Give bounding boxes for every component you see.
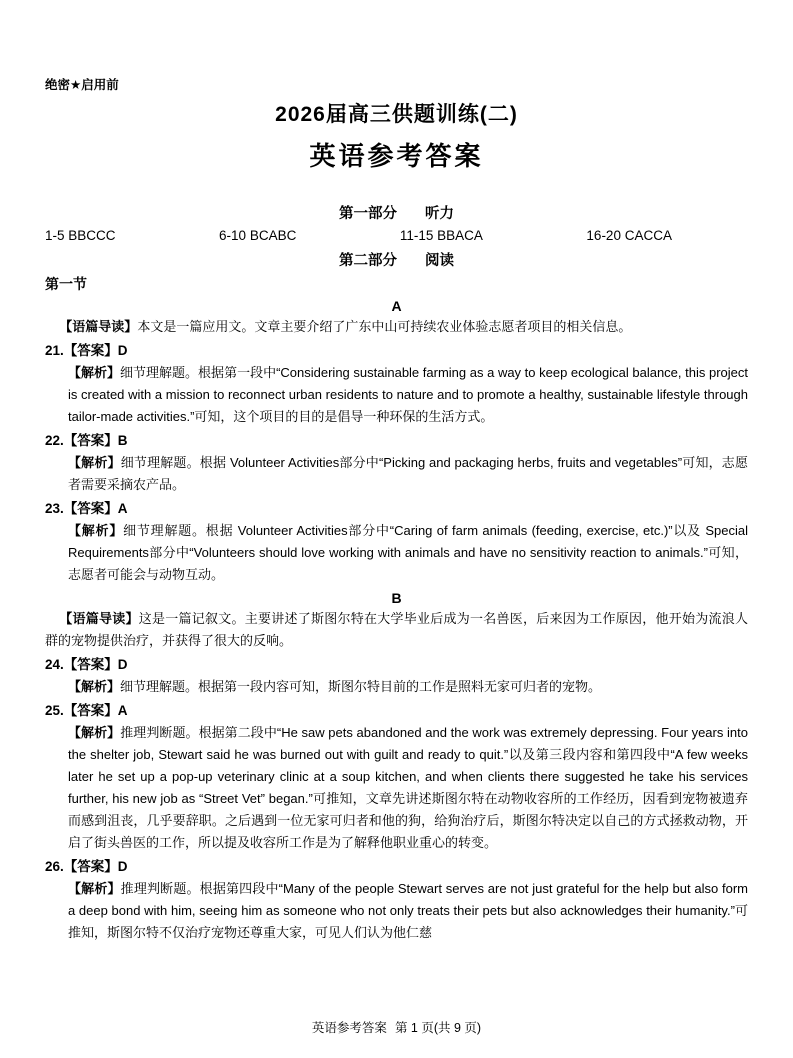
question-24: [45, 654, 748, 698]
question-26-answer-line: [45, 856, 748, 878]
listening-answers-16-20: 16-20 CACCA: [586, 228, 672, 243]
question-26-analysis: [68, 878, 748, 944]
section-1-heading: 第一节: [45, 276, 87, 292]
listening-answers-row: [45, 225, 748, 247]
analysis-text: 细节理解题。根据第一段内容可知，斯图尔特目前的工作是照料无家可归者的宠物。: [120, 679, 602, 694]
question-22-answer-line: [45, 430, 748, 452]
answer-tag: 【答案】: [63, 859, 118, 874]
part2-name: 阅读: [425, 253, 454, 269]
question-21-answer-line: [45, 340, 748, 362]
answer-tag: 【答案】: [63, 703, 118, 718]
question-23-analysis: [68, 520, 748, 586]
intro-text: 这是一篇记叙文。主要讲述了斯图尔特在大学毕业后成为一名兽医，后来因为工作原因，他开始为流浪人群的宠物提供治疗，并获得了很大的反响。: [45, 611, 748, 648]
footer-doc-name: 英语参考答案: [311, 1021, 387, 1035]
analysis-text: 推理判断题。根据第四段中“Many of the people Stewart serves are not just grateful for the help but also form a deep bond with him, seeing him as someone who not only treats their pets but also acknowledges their humanity.”可推知，斯图尔特不仅治疗宠物还尊重大家，可见人们认为他仁慈: [68, 881, 748, 940]
question-number: 21.: [45, 343, 64, 358]
passage-b-heading: B: [391, 590, 402, 606]
question-22-analysis: [68, 452, 748, 496]
question-25-analysis: [68, 722, 748, 854]
analysis-tag: 【解析】: [68, 455, 121, 470]
answer-key-title: 英语参考答案: [309, 141, 484, 171]
intro-text: 本文是一篇应用文。文章主要介绍了广东中山可持续农业体验志愿者项目的相关信息。: [137, 319, 632, 334]
question-24-answer-line: [45, 654, 748, 676]
analysis-text: 细节理解题。根据第一段中“Considering sustainable farming as a way to keep ecological balance, this project is created with a mission to reconnect urban residents to nature and to promote a healthy, sustainable lifestyle through tailor-made activities.”可知，这个项目的目的是倡导一种环保的生活方式。: [68, 365, 748, 424]
answer-letter: B: [117, 433, 128, 448]
part1-label: 第一部分: [339, 206, 397, 222]
answer-letter: A: [117, 501, 128, 516]
analysis-tag: 【解析】: [68, 679, 121, 694]
part1-name: 听力: [425, 206, 454, 222]
question-23-answer-line: [45, 498, 748, 520]
answer-letter: D: [117, 859, 128, 874]
part2-label: 第二部分: [339, 253, 397, 269]
analysis-tag: 【解析】: [68, 881, 121, 896]
exam-title: 2026届高三供题训练(二): [275, 103, 518, 126]
listening-answers-1-5: 1-5 BBCCC: [45, 228, 116, 243]
answer-tag: 【答案】: [63, 433, 118, 448]
analysis-text: 细节理解题。根据 Volunteer Activities部分中“Picking and packaging herbs, fruits and vegetables”可知，志愿者需要采摘农产品。: [68, 455, 748, 492]
question-21-analysis: [68, 362, 748, 428]
listening-answers-6-10: 6-10 BCABC: [219, 228, 297, 243]
answer-letter: D: [117, 657, 128, 672]
security-classification: 绝密★启用前: [45, 78, 119, 92]
question-25-answer-line: [45, 700, 748, 722]
intro-tag: 【语篇导读】: [59, 611, 139, 626]
answer-letter: A: [117, 703, 128, 718]
part1-listening-heading: [45, 204, 748, 224]
analysis-text: 细节理解题。根据 Volunteer Activities部分中“Caring of farm animals (feeding, exercise, etc.)”以及 Special Requirements部分中“Volunteers should love working with animals and have no sensitivity reaction to animals.”可知，志愿者可能会与动物互动。: [68, 523, 748, 582]
question-21: [45, 340, 748, 428]
question-24-analysis: [68, 676, 748, 698]
passage-a-heading: A: [391, 298, 402, 314]
question-number: 22.: [45, 433, 64, 448]
question-number: 25.: [45, 703, 64, 718]
question-22: [45, 430, 748, 496]
listening-answers-11-15: 11-15 BBACA: [399, 228, 483, 243]
question-number: 26.: [45, 859, 64, 874]
analysis-tag: 【解析】: [68, 365, 121, 380]
answer-letter: D: [117, 343, 128, 358]
answer-tag: 【答案】: [63, 657, 118, 672]
question-25: [45, 700, 748, 854]
passage-b-intro: [45, 608, 748, 652]
page-footer: [0, 1020, 793, 1036]
analysis-tag: 【解析】: [68, 725, 121, 740]
question-26: [45, 856, 748, 944]
analysis-text: 推理判断题。根据第二段中“He saw pets abandoned and the work was extremely depressing. Four years into the shelter job, Stewart said he was burned out with guilt and ready to quit.”以及第三段内容和第四段中“A few weeks later he set up a pop-up veterinary clinic at a soup kitchen, and when clients there suggested he take his services further, his new job as “Street Vet” began.”可推知，文章先讲述斯图尔特在动物收容所的工作经历，因看到宠物被遗弃而感到沮丧，几乎要辞职。之后遇到一位无家可归者和他的狗，给狗治疗后，斯图尔特决定以自己的方式拯救动物，开启了街头兽医的工作，所以提及收容所工作是为了解释他职业重心的转变。: [68, 725, 748, 850]
question-number: 23.: [45, 501, 64, 516]
answer-tag: 【答案】: [63, 343, 118, 358]
question-23: [45, 498, 748, 586]
answer-tag: 【答案】: [63, 501, 118, 516]
intro-tag: 【语篇导读】: [59, 319, 138, 334]
question-number: 24.: [45, 657, 64, 672]
passage-a-intro: [45, 316, 748, 338]
footer-page-number: 第 1 页(共 9 页): [394, 1021, 482, 1035]
part2-reading-heading: [45, 251, 748, 271]
analysis-tag: 【解析】: [68, 523, 124, 538]
